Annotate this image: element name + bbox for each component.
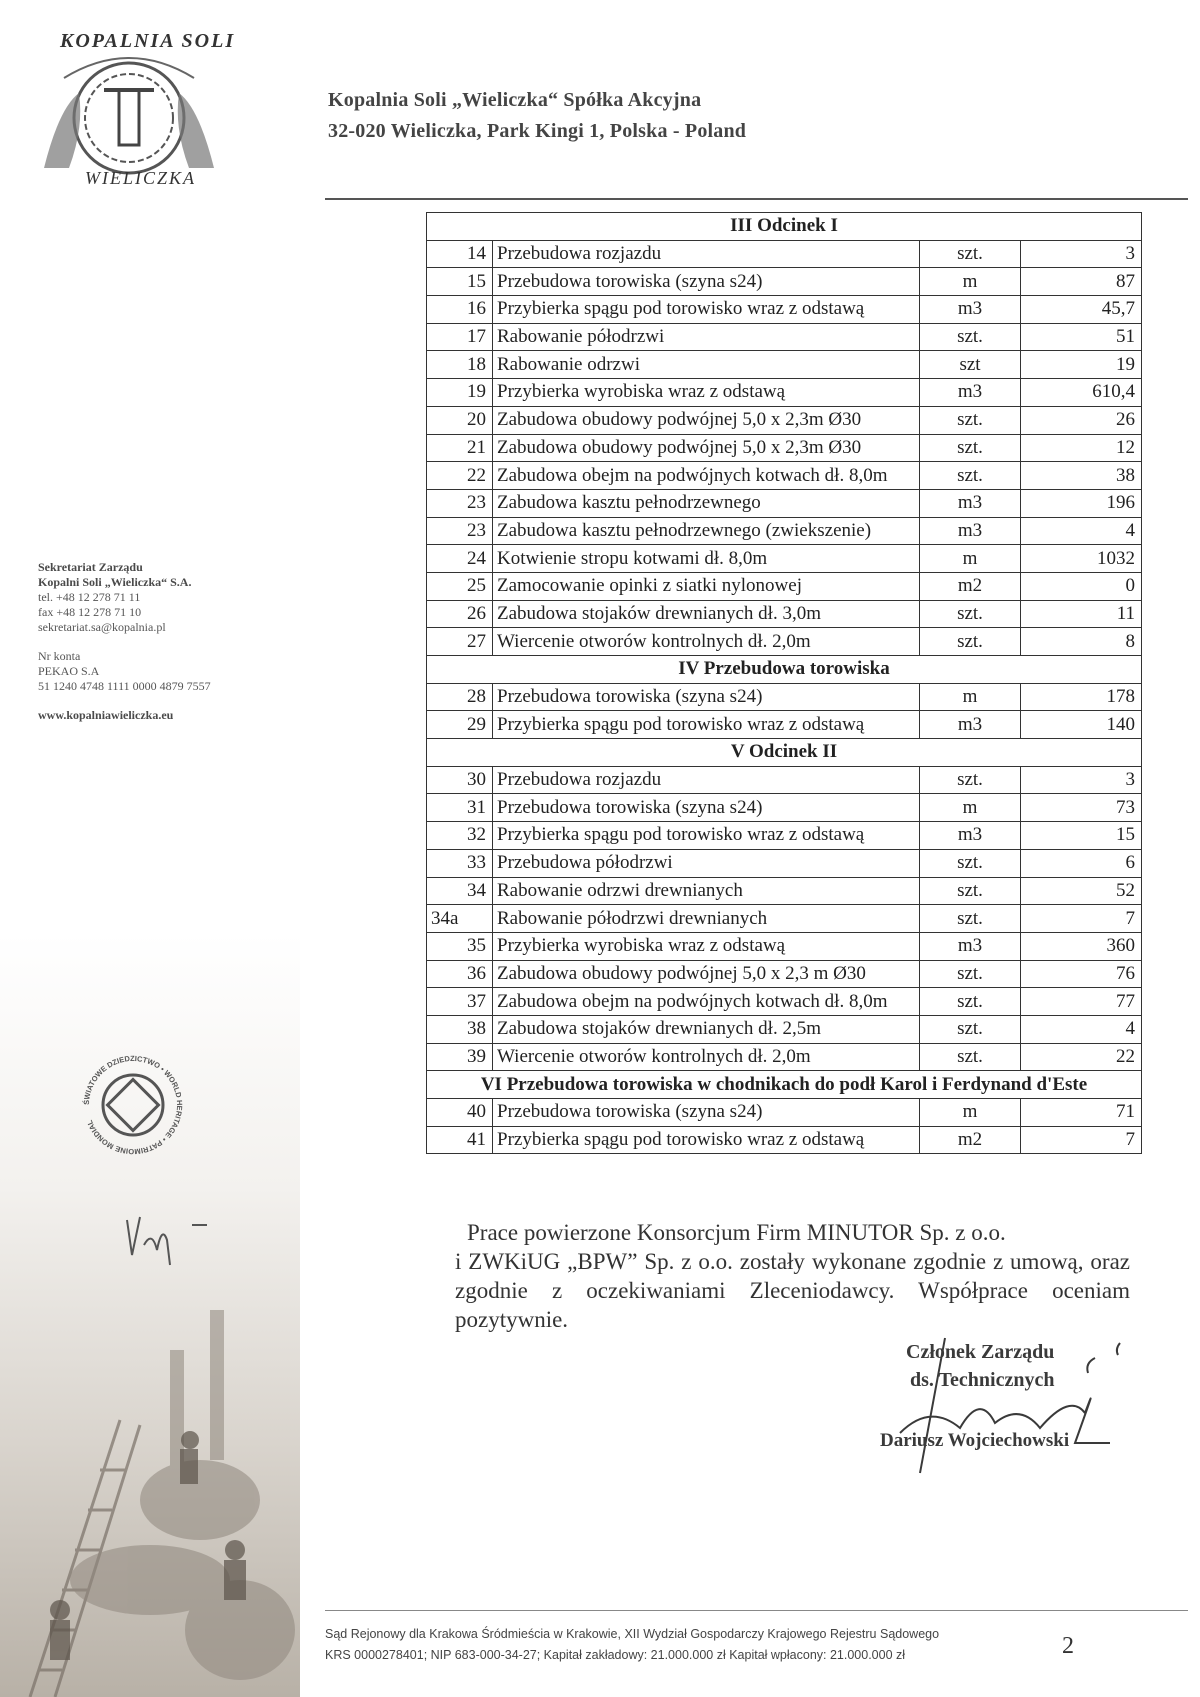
item-unit: szt. [920, 877, 1021, 905]
item-number: 25 [427, 572, 493, 600]
section-header-row [427, 739, 1142, 767]
item-description: Przebudowa torowiska (szyna s24) [493, 1099, 920, 1127]
item-quantity: 360 [1021, 932, 1142, 960]
item-unit: m3 [920, 517, 1021, 545]
item-unit: szt. [920, 849, 1021, 877]
summary-line1: Prace powierzone Konsorcjum Firm MINUTOR Sp. z o.o. [467, 1220, 1006, 1245]
section-title: VI Przebudowa torowiska w chodnikach do podł Karol i Ferdynand d'Este [427, 1071, 1142, 1099]
item-description: Zamocowanie opinki z siatki nylonowej [493, 572, 920, 600]
item-unit: szt. [920, 960, 1021, 988]
footer-court-info: Sąd Rejonowy dla Krakowa Śródmieścia w Krakowie, XII Wydział Gospodarczy Krajowego Rejestru Sądowego [325, 1627, 940, 1641]
item-description: Rabowanie odrzwi drewnianych [493, 877, 920, 905]
section-title: V Odcinek II [427, 739, 1142, 767]
item-description: Zabudowa kasztu pełnodrzewnego (zwiekszenie) [493, 517, 920, 545]
item-unit: szt. [920, 628, 1021, 656]
item-description: Zabudowa stojaków drewnianych dł. 3,0m [493, 600, 920, 628]
item-unit: szt. [920, 600, 1021, 628]
item-unit: m [920, 683, 1021, 711]
item-number: 30 [427, 766, 493, 794]
section-header-row [427, 656, 1142, 684]
item-description: Zabudowa obudowy podwójnej 5,0 x 2,3m Ø30 [493, 434, 920, 462]
item-quantity: 71 [1021, 1099, 1142, 1127]
heritage-arc-text: ŚWIATOWE DZIEDZICTWO • WORLD HERITAGE • PATRIMOINE MONDIAL [81, 1053, 185, 1157]
item-unit: m [920, 268, 1021, 296]
item-quantity: 26 [1021, 406, 1142, 434]
logo-top-text: KOPALNIA SOLI [60, 30, 236, 52]
table-row [427, 517, 1142, 545]
table-row [427, 877, 1142, 905]
phone-number: tel. +48 12 278 71 11 [38, 590, 141, 604]
item-quantity: 4 [1021, 517, 1142, 545]
item-number: 41 [427, 1126, 493, 1154]
item-unit: szt. [920, 766, 1021, 794]
item-description: Zabudowa kasztu pełnodrzewnego [493, 489, 920, 517]
stamp-person-name: Dariusz Wojciechowski [880, 1430, 1070, 1451]
item-unit: szt. [920, 462, 1021, 490]
item-description: Przybierka spągu pod torowisko wraz z odstawą [493, 822, 920, 850]
item-unit: m3 [920, 822, 1021, 850]
item-unit: m [920, 545, 1021, 573]
header-divider [325, 198, 1188, 200]
item-description: Przybierka spągu pod torowisko wraz z odstawą [493, 711, 920, 739]
summary-rest: i ZWKiUG „BPW” Sp. z o.o. zostały wykonane zgodnie z umową, oraz zgodnie z oczekiwaniami Zleceniodawcy. Współprace oceniam pozytywnie. [455, 1249, 1130, 1332]
item-number: 26 [427, 600, 493, 628]
table-row [427, 268, 1142, 296]
item-quantity: 3 [1021, 240, 1142, 268]
item-unit: szt. [920, 1043, 1021, 1071]
item-quantity: 22 [1021, 1043, 1142, 1071]
item-number: 33 [427, 849, 493, 877]
item-number: 34a [427, 905, 493, 933]
table-row [427, 240, 1142, 268]
bank-name: PEKAO S.A [38, 664, 100, 678]
item-description: Zabudowa obudowy podwójnej 5,0 x 2,3m Ø30 [493, 406, 920, 434]
item-number: 28 [427, 683, 493, 711]
item-number: 18 [427, 351, 493, 379]
item-unit: m3 [920, 711, 1021, 739]
item-unit: szt. [920, 1015, 1021, 1043]
item-quantity: 73 [1021, 794, 1142, 822]
summary-paragraph [455, 1218, 1130, 1334]
item-quantity: 87 [1021, 268, 1142, 296]
table-row [427, 794, 1142, 822]
item-description: Przebudowa rozjazdu [493, 240, 920, 268]
table-row [427, 960, 1142, 988]
item-unit: m2 [920, 1126, 1021, 1154]
item-description: Przybierka spągu pod torowisko wraz z odstawą [493, 1126, 920, 1154]
item-unit: m3 [920, 379, 1021, 407]
item-description: Zabudowa obejm na podwójnych kotwach dł. 8,0m [493, 462, 920, 490]
handwritten-signature [870, 1333, 1130, 1483]
account-number: 51 1240 4748 1111 0000 4879 7557 [38, 679, 211, 693]
section-header-row [427, 213, 1142, 241]
table-row [427, 600, 1142, 628]
item-quantity: 8 [1021, 628, 1142, 656]
world-heritage-emblem [78, 1050, 188, 1160]
table-row [427, 1099, 1142, 1127]
item-quantity: 140 [1021, 711, 1142, 739]
item-quantity: 11 [1021, 600, 1142, 628]
item-unit: szt. [920, 240, 1021, 268]
account-label: Nr konta [38, 649, 81, 663]
table-row [427, 932, 1142, 960]
item-unit: m3 [920, 296, 1021, 324]
table-row [427, 766, 1142, 794]
handwritten-initials [122, 1205, 222, 1275]
item-quantity: 51 [1021, 323, 1142, 351]
item-unit: m [920, 794, 1021, 822]
section-title: IV Przebudowa torowiska [427, 656, 1142, 684]
table-row [427, 406, 1142, 434]
table-row [427, 905, 1142, 933]
item-quantity: 6 [1021, 849, 1142, 877]
item-unit: m3 [920, 489, 1021, 517]
item-description: Przebudowa rozjazdu [493, 766, 920, 794]
item-quantity: 76 [1021, 960, 1142, 988]
item-description: Przebudowa torowiska (szyna s24) [493, 683, 920, 711]
table-row [427, 628, 1142, 656]
table-row [427, 849, 1142, 877]
item-description: Przybierka wyrobiska wraz z odstawą [493, 379, 920, 407]
table-row [427, 711, 1142, 739]
item-number: 14 [427, 240, 493, 268]
item-quantity: 52 [1021, 877, 1142, 905]
table-row [427, 545, 1142, 573]
item-description: Przybierka wyrobiska wraz z odstawą [493, 932, 920, 960]
item-quantity: 15 [1021, 822, 1142, 850]
item-number: 19 [427, 379, 493, 407]
item-description: Przebudowa półodrzwi [493, 849, 920, 877]
stamp-department: ds. Technicznych [910, 1369, 1055, 1391]
dept-name-line2: Kopalni Soli „Wieliczka“ S.A. [38, 575, 192, 589]
table-row [427, 296, 1142, 324]
table-row [427, 572, 1142, 600]
table-row [427, 351, 1142, 379]
item-number: 29 [427, 711, 493, 739]
item-number: 34 [427, 877, 493, 905]
item-description: Zabudowa obudowy podwójnej 5,0 x 2,3 m Ø30 [493, 960, 920, 988]
item-number: 22 [427, 462, 493, 490]
item-number: 21 [427, 434, 493, 462]
item-unit: m [920, 1099, 1021, 1127]
company-name: Kopalnia Soli „Wieliczka“ Spółka Akcyjna [328, 89, 702, 111]
item-number: 17 [427, 323, 493, 351]
table-row [427, 683, 1142, 711]
svg-text:ŚWIATOWE DZIEDZICTWO • WORLD H [82, 1054, 184, 1156]
item-unit: szt. [920, 323, 1021, 351]
table-row [427, 1126, 1142, 1154]
item-description: Kotwienie stropu kotwami dł. 8,0m [493, 545, 920, 573]
item-quantity: 77 [1021, 988, 1142, 1016]
table-row [427, 1015, 1142, 1043]
item-number: 27 [427, 628, 493, 656]
item-unit: szt. [920, 434, 1021, 462]
dept-name-line1: Sekretariat Zarządu [38, 560, 143, 574]
item-number: 15 [427, 268, 493, 296]
item-number: 24 [427, 545, 493, 573]
stamp-title: Członek Zarządu [906, 1341, 1055, 1363]
item-number: 20 [427, 406, 493, 434]
item-quantity: 1032 [1021, 545, 1142, 573]
item-description: Wiercenie otworów kontrolnych dł. 2,0m [493, 628, 920, 656]
table-row [427, 489, 1142, 517]
table-row [427, 988, 1142, 1016]
item-quantity: 196 [1021, 489, 1142, 517]
logo-bottom-text: WIELICZKA [85, 168, 197, 188]
table-row [427, 462, 1142, 490]
item-unit: m2 [920, 572, 1021, 600]
item-unit: szt. [920, 988, 1021, 1016]
fax-number: fax +48 12 278 71 10 [38, 605, 142, 619]
mine-illustration [0, 1250, 300, 1697]
item-number: 31 [427, 794, 493, 822]
item-description: Rabowanie półodrzwi [493, 323, 920, 351]
item-unit: szt [920, 351, 1021, 379]
item-description: Przebudowa torowiska (szyna s24) [493, 268, 920, 296]
item-number: 38 [427, 1015, 493, 1043]
item-quantity: 610,4 [1021, 379, 1142, 407]
item-quantity: 3 [1021, 766, 1142, 794]
footer-divider [325, 1610, 1188, 1611]
item-quantity: 45,7 [1021, 296, 1142, 324]
company-address: 32-020 Wieliczka, Park Kingi 1, Polska - Poland [328, 120, 747, 142]
item-number: 16 [427, 296, 493, 324]
item-number: 23 [427, 489, 493, 517]
item-number: 35 [427, 932, 493, 960]
item-description: Zabudowa obejm na podwójnych kotwach dł. 8,0m [493, 988, 920, 1016]
item-quantity: 7 [1021, 1126, 1142, 1154]
item-description: Przybierka spągu pod torowisko wraz z odstawą [493, 296, 920, 324]
item-quantity: 12 [1021, 434, 1142, 462]
item-description: Zabudowa stojaków drewnianych dł. 2,5m [493, 1015, 920, 1043]
item-number: 36 [427, 960, 493, 988]
table-row [427, 379, 1142, 407]
section-header-row [427, 1071, 1142, 1099]
page-number: 2 [1062, 1633, 1074, 1659]
item-quantity: 178 [1021, 683, 1142, 711]
item-number: 39 [427, 1043, 493, 1071]
item-number: 37 [427, 988, 493, 1016]
section-title: III Odcinek I [427, 213, 1142, 241]
table-row [427, 323, 1142, 351]
table-row [427, 1043, 1142, 1071]
item-unit: m3 [920, 932, 1021, 960]
item-number: 23 [427, 517, 493, 545]
table-row [427, 822, 1142, 850]
signature-stamp [870, 1333, 1130, 1483]
item-quantity: 19 [1021, 351, 1142, 379]
item-quantity: 38 [1021, 462, 1142, 490]
item-quantity: 0 [1021, 572, 1142, 600]
item-description: Rabowanie odrzwi [493, 351, 920, 379]
item-number: 32 [427, 822, 493, 850]
item-quantity: 7 [1021, 905, 1142, 933]
item-number: 40 [427, 1099, 493, 1127]
email-address: sekretariat.sa@kopalnia.pl [38, 620, 166, 634]
footer-registration-info: KRS 0000278401; NIP 683-000-34-27; Kapitał zakładowy: 21.000.000 zł Kapitał wpłacony: 21.000.000 zł [325, 1648, 906, 1662]
works-table [426, 212, 1142, 1154]
item-unit: szt. [920, 406, 1021, 434]
item-description: Wiercenie otworów kontrolnych dł. 2,0m [493, 1043, 920, 1071]
item-description: Przebudowa torowiska (szyna s24) [493, 794, 920, 822]
website-link: www.kopalniawieliczka.eu [38, 708, 174, 722]
table-row [427, 434, 1142, 462]
item-description: Rabowanie półodrzwi drewnianych [493, 905, 920, 933]
item-unit: szt. [920, 905, 1021, 933]
item-quantity: 4 [1021, 1015, 1142, 1043]
sidebar-contact-info [38, 560, 278, 723]
